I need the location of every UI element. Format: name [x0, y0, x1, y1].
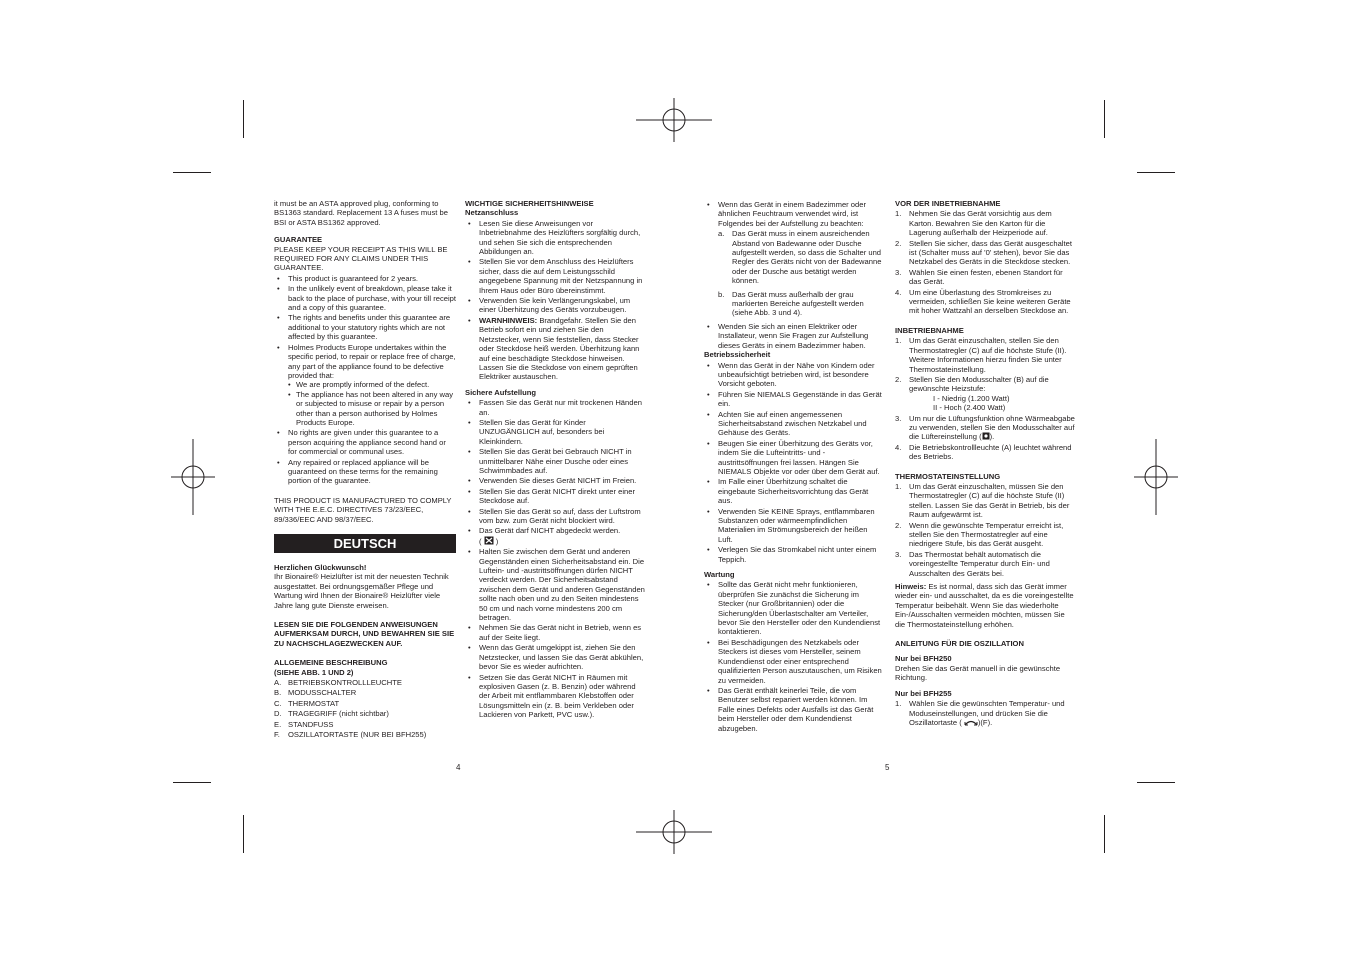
list-item: 1. Wählen Sie die gewünschten Temperatur- und Moduseinstellungen, und drücken Sie die Oszillatortaste ( )(F). — [895, 699, 1065, 727]
list-item: • Stellen Sie das Gerät NICHT direkt unter einer Steckdose auf. — [465, 487, 645, 506]
bfh250-text: Drehen Sie das Gerät manuell in die gewünschte Richtung. — [895, 663, 1061, 683]
list-item: 4. Um eine Überlastung des Stromkreises zu vermeiden, schließen Sie keine weiteren Geräte mit hoher Wattzahl an derselben Steckdose an. — [895, 287, 1071, 316]
list-item-text: Holmes Products Europe undertakes within the specific period, to repair or replace free of charge, any part of the appliance found to be defective provided that: — [288, 342, 456, 380]
crop-mark — [243, 815, 244, 853]
list-item: • Verwenden Sie dieses Gerät NICHT im Freien. — [465, 476, 645, 485]
note-text: Hinweis: Es ist normal, dass sich das Gerät immer wieder ein- und ausschaltet, da es die voreingestellte Temperatur beibehält. Wenn Sie das wiederholte Ein-/Ausschalten vermeiden möchten, müssen Sie die Thermostateinstellung erhöhen. — [895, 582, 1074, 629]
list-item: • Verlegen Sie das Stromkabel nicht unter einem Teppich. — [704, 545, 884, 564]
list-item: • Stellen Sie das Gerät so auf, dass der Luftstrom vom bzw. zum Gerät nicht blockiert wird. — [465, 507, 645, 526]
list-item: • Achten Sie auf einen angemessenen Sicherheitsabstand zwischen Netzkabel und Gehäuse des Geräts. — [704, 410, 884, 438]
list-item: • We are promptly informed of the defect. — [288, 380, 456, 389]
bfh255-heading: Nur bei BFH255 — [895, 688, 952, 698]
crop-mark — [173, 172, 211, 173]
note-label: Hinweis: — [895, 582, 927, 592]
warning-text: Brandgefahr. Stellen Sie den Betrieb sofort ein und ziehen Sie den Netzstecker, wenn Sie feststellen, dass Stecker oder Steckdose heiß werden. Überhitzung kann auf eine beschädigte Steckdose hinweisen. Lassen Sie die Steckdose von einem geprüften Elektriker austauschen. — [479, 315, 640, 382]
list-item: • Lesen Sie diese Anweisungen vor Inbetriebnahme des Heizlüfters sorgfältig durch, und sehen Sie sich die entsprechenden Abbildungen an. — [465, 219, 645, 257]
crop-mark — [1104, 100, 1105, 138]
list-item: 2. Stellen Sie sicher, dass das Gerät ausgeschaltet ist (Schalter muss auf '0' stehen), bevor Sie das Netzkabel des Geräts in die Steckdose stecken. — [895, 238, 1072, 267]
setup-heading: Sichere Aufstellung — [465, 387, 537, 397]
before-use-heading: VOR DER INBETRIEBNAHME — [895, 199, 1001, 208]
list-item: • Wenn das Gerät umgekippt ist, ziehen Sie den Netzstecker, und lassen Sie das Gerät abkühlen, bevor Sie es wieder aufrichten. — [465, 643, 645, 671]
registration-mark-icon — [1118, 439, 1194, 515]
list-item: • Stellen Sie das Gerät bei Gebrauch NICHT in unmittelbarer Nähe einer Dusche oder eines Schwimmbades auf. — [465, 447, 645, 475]
cover-text: Das Gerät darf NICHT abgedeckt werden. — [479, 526, 621, 536]
list-item: • Nehmen Sie das Gerät nicht in Betrieb, wenn es auf der Seite liegt. — [465, 623, 645, 642]
compliance-text: THIS PRODUCT IS MANUFACTURED TO COMPLY WITH THE E.E.C. DIRECTIVES 73/23/EEC, 89/336/EEC AND 98/37/EEC. — [274, 495, 452, 524]
list-item: • Das Gerät enthält keinerlei Teile, die vom Benutzer selbst repariert werden können. Im Falle eines Defekts oder Ausfalls ist das Gerät beim Hersteller oder dem Kundendienst abzugeben. — [704, 686, 884, 733]
thermostat-list — [895, 482, 1075, 578]
list-item: a. Das Gerät muss in einem ausreichenden Abstand von Badewanne oder Dusche aufgestellt werden, so dass die Schalter und Regler des Geräts nicht von der Badewanne oder der Dusche aus betätigt werden können. — [718, 229, 882, 286]
guarantee-notice: PLEASE KEEP YOUR RECEIPT AS THIS WILL BE REQUIRED FOR ANY CLAIMS UNDER THIS GUARANTEE. — [274, 244, 448, 273]
column-safety — [465, 199, 645, 720]
list-item: • Halten Sie zwischen dem Gerät und anderen Gegenständen einen Sicherheitsabstand ein. Die Luftein- und -austrittsöffnungen dürfen NICHT verdeckt werden. Der Sicherheitsabstand zwischen dem Gerät und anderen Gegenständen sollte nach oben und zu den Seiten mindestens 50 cm und nach vorne mindestens 200 cm betragen. — [465, 547, 645, 622]
list-item: • The appliance has not been altered in any way or subjected to misuse or repair by a person other than a person authorised by Holmes Products Europe. — [288, 390, 456, 428]
warning-label: WARNHINWEIS: — [479, 315, 538, 325]
list-item: • Das Gerät darf NICHT abgedeckt werden. ( ) — [465, 526, 645, 546]
list-item — [274, 343, 456, 428]
list-item: • Im Falle einer Überhitzung schaltet die eingebaute Sicherheitsvorrichtung das Gerät aus. — [704, 477, 884, 505]
registration-mark-icon — [636, 794, 712, 870]
list-item: • The rights and benefits under this guarantee are additional to your statutory rights which are not affected by this guarantee. — [274, 313, 456, 341]
list-item: • Fassen Sie das Gerät nur mit trockenen Händen an. — [465, 398, 645, 417]
list-item: • Sollte das Gerät nicht mehr funktionieren, überprüfen Sie zunächst die Sicherung im Stecker (nur Großbritannien) oder die Sicherung/den Überlastschalter am Verteiler, bevor Sie den Hersteller oder den Kundendienst kontaktieren. — [704, 580, 884, 636]
crop-mark — [1137, 172, 1175, 173]
operation-list — [704, 361, 884, 565]
list-item: • Setzen Sie das Gerät NICHT in Räumen mit explosiven Gasen (z. B. Benzin) oder während der Arbeit mit entflammbaren Klebstoffen oder Lösungsmitteln ein (z. B. beim Verkleben oder Lackieren von Parkett, PVC usw.). — [465, 673, 645, 720]
language-heading-bar: DEUTSCH — [274, 534, 456, 553]
list-item: • Beugen Sie einer Überhitzung des Geräts vor, indem Sie die Lufteintritts- und -austrittsöffnungen frei lassen. Hängen Sie NIEMALS Objekte vor oder über dem Gerät auf. — [704, 439, 884, 477]
list-item: 1. Um das Gerät einzuschalten, stellen Sie den Thermostatregler (C) auf die höchste Stufe (II). Weitere Informationen hierzu finden Sie unter Thermostateinstellung. — [895, 336, 1067, 374]
page-number-right: 5 — [885, 763, 890, 772]
crop-mark — [173, 782, 211, 783]
oscillation-icon — [964, 719, 978, 726]
list-item: • Stellen Sie das Gerät für Kinder UNZUGÄNGLICH auf, besonders bei Kleinkindern. — [465, 418, 645, 446]
list-item: b. Das Gerät muss außerhalb der grau markierten Bereiche aufgestellt werden (siehe Abb. 3 und 4). — [718, 289, 864, 318]
maintenance-heading: Wartung — [704, 570, 735, 580]
setup-list — [465, 398, 645, 719]
list-item: E. STANDFUSS — [274, 719, 334, 729]
list-item: 1. Um das Gerät einzuschalten, müssen Sie den Thermostatregler (C) auf die höchste Stufe (II) stellen. Lassen Sie das Gerät in Betrieb, bis der Raum aufgewärmt ist. — [895, 481, 1070, 520]
list-item: D. TRAGEGRIFF (nicht sichtbar) — [274, 709, 389, 719]
registration-mark-icon — [155, 439, 231, 515]
list-item: • This product is guaranteed for 2 years. — [274, 274, 456, 283]
congrats-heading: Herzlichen Glückwunsch! — [274, 563, 367, 572]
list-item: C. THERMOSTAT — [274, 698, 340, 708]
list-item: 2. Wenn die gewünschte Temperatur erreicht ist, stellen Sie den Thermostatregler auf eine niedrigere Stufe, bis das Gerät ausgeht. — [895, 520, 1064, 549]
list-item: • Führen Sie NIEMALS Gegenstände in das Gerät ein. — [704, 390, 884, 409]
list-item: • Wenn das Gerät in der Nähe von Kindern oder unbeaufsichtigt betrieben wird, ist besondere Vorsicht geboten. — [704, 361, 884, 389]
list-item: • Verwenden Sie kein Verlängerungskabel, um einer Überhitzung des Geräts vorzubeugen. — [465, 296, 645, 315]
before-use-list — [895, 209, 1075, 315]
fan-icon — [982, 432, 990, 440]
registration-mark-icon — [636, 82, 712, 158]
power-heading: Netzanschluss — [465, 208, 519, 218]
list-item: • Wenden Sie sich an einen Elektriker oder Installateur, wenn Sie Fragen zur Aufstellung dieses Geräts in einem Badezimmer haben. — [704, 322, 884, 350]
list-item: • In the unlikely event of breakdown, please take it back to the place of purchase, with your till receipt and a copy of this guarantee. — [274, 284, 456, 312]
do-not-cover-icon — [484, 536, 494, 545]
list-item: 4. Die Betriebskontrollleuchte (A) leuchtet während des Betriebs. — [895, 442, 1072, 462]
page-number-left: 4 — [456, 763, 461, 772]
list-item: • No rights are given under this guarantee to a person acquiring the appliance second hand or for commercial or communal uses. — [274, 428, 456, 456]
list-item: • Stellen Sie vor dem Anschluss des Heizlüfters sicher, dass die auf dem Leistungsschild angegebene Spannung mit der Netzspannung in Ihrem Haus oder Büro übereinstimmt. — [465, 257, 645, 295]
bfh255-list — [895, 699, 1075, 727]
read-notice: LESEN SIE DIE FOLGENDEN ANWEISUNGEN AUFMERKSAM DURCH, UND BEWAHREN SIE SIE ZU NACHSCHLAGEZWECKEN AUF. — [274, 620, 455, 648]
list-item — [465, 316, 645, 382]
crop-mark — [243, 100, 244, 138]
list-item: 2. Stellen Sie den Modusschalter (B) auf die gewünschte Heizstufe: I - Niedrig (1.200 Watt) II - Hoch (2.400 Watt) — [895, 375, 1075, 413]
safety-heading: WICHTIGE SICHERHEITSHINWEISE — [465, 199, 594, 208]
bathroom-sub-list — [718, 229, 884, 318]
column-instructions — [895, 199, 1075, 727]
heat-setting-low: I - Niedrig (1.200 Watt) — [933, 393, 1010, 403]
thermostat-heading: THERMOSTATEINSTELLUNG — [895, 471, 1001, 481]
bathroom-list — [704, 200, 884, 350]
list-item: • Verwenden Sie KEINE Sprays, entflammbaren Substanzen oder wärmeempfindlichen Materialien im Strömungsbereich der heißen Luft. — [704, 507, 884, 545]
parts-list — [274, 678, 456, 739]
intro-text: it must be an ASTA approved plug, conforming to BS1363 standard. Replacement 13 A fuses must be BSI or ASTA BS1362 approved. — [274, 199, 448, 227]
crop-mark — [1137, 782, 1175, 783]
description-heading: ALLGEMEINE BESCHREIBUNG — [274, 658, 388, 668]
list-item: A. BETRIEBSKONTROLLLEUCHTE — [274, 678, 402, 688]
bfh250-heading: Nur bei BFH250 — [895, 654, 952, 664]
description-subheading: (SIEHE ABB. 1 UND 2) — [274, 667, 354, 677]
operation-heading: Betriebssicherheit — [704, 350, 771, 360]
congrats-text: Ihr Bionaire® Heizlüfter ist mit der neuesten Technik ausgestattet. Bei ordnungsgemäßer Pflege und Wartung wird Ihnen der Bionaire® Heizlüfter viele Jahre lang gute Dienste erweisen. — [274, 572, 449, 610]
list-item: 1. Nehmen Sie das Gerät vorsichtig aus dem Karton. Bewahren Sie den Karton für die Lagerung außerhalb der Heizperiode auf. — [895, 209, 1052, 238]
column-guarantee — [274, 199, 456, 740]
crop-mark — [1104, 815, 1105, 853]
list-item: B. MODUSSCHALTER — [274, 688, 357, 698]
list-item: 3. Wählen Sie einen festen, ebenen Standort für das Gerät. — [895, 267, 1063, 287]
maintenance-list — [704, 580, 884, 733]
list-item: • Wenn das Gerät in einem Badezimmer oder ähnlichen Feuchtraum verwendet wird, ist Folgendes bei der Aufstellung zu beachten: a. Das Gerät muss in einem ausreichenden Abstand von Badewanne oder Dusche aufgestellt werden, so dass die Schalter und Regler des Geräts nicht von der Badewanne oder der Dusche aus betätigt werden können. b. Das Gerät muss außerhalb der grau markierten Bereiche aufgestellt werden (siehe Abb. 3 und 4). — [704, 200, 884, 318]
condition-list — [288, 380, 456, 427]
guarantee-list — [274, 274, 456, 486]
power-list — [465, 219, 645, 382]
column-operation — [704, 199, 884, 733]
oscillation-heading: ANLEITUNG FÜR DIE OSZILLATION — [895, 639, 1024, 649]
start-heading: INBETRIEBNAHME — [895, 325, 964, 335]
start-list — [895, 336, 1075, 461]
list-item: 3. Um nur die Lüftungsfunktion ohne Wärmeabgabe zu verwenden, stellen Sie den Modusschalter auf die Lüftereinstellung ( ). — [895, 413, 1075, 442]
list-item: F. OSZILLATORTASTE (NUR BEI BFH255) — [274, 730, 427, 740]
list-item: 3. Das Thermostat behält automatisch die voreingestellte Temperatur durch Ein- und Ausschalten des Geräts bei. — [895, 549, 1050, 578]
list-item: • Any repaired or replaced appliance will be guaranteed on these terms for the remaining portion of the guarantee. — [274, 458, 456, 486]
heat-setting-high: II - Hoch (2.400 Watt) — [933, 403, 1006, 413]
guarantee-heading: GUARANTEE — [274, 235, 323, 245]
list-item: • Bei Beschädigungen des Netzkabels oder Steckers ist dieses vom Hersteller, seinem Kundendienst oder einer entsprechend qualifizierten Person auszutauschen, um Risiken zu vermeiden. — [704, 638, 884, 685]
